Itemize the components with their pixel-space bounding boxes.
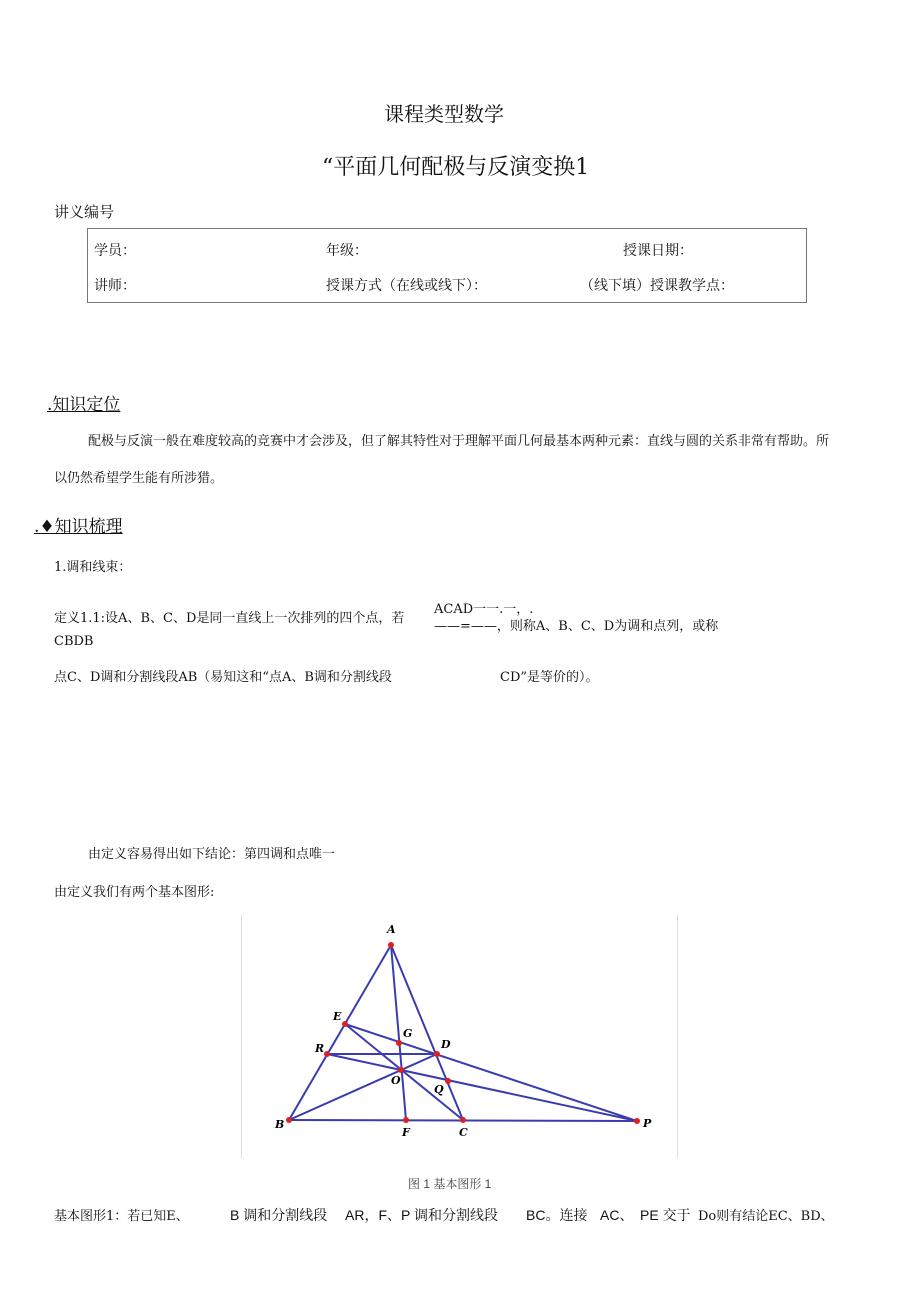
point-label-g: G: [403, 1027, 413, 1040]
section-heading: .♦知识梳理: [34, 517, 123, 537]
point-label-c: C: [459, 1126, 468, 1139]
point-label-p: P: [643, 1117, 652, 1130]
basic-figure-text: Do则有结论EC、BD、: [698, 1209, 834, 1224]
segment-ac: [391, 945, 463, 1120]
grade-field: 年级：: [326, 243, 368, 259]
point-e: [342, 1021, 348, 1027]
definition-text: CD”是等价的）。: [500, 670, 599, 685]
point-c: [460, 1117, 466, 1123]
figure-caption: 图 1 基本图形 1: [408, 1177, 492, 1191]
segment-ab: [289, 945, 391, 1120]
point-label-a: A: [387, 923, 396, 936]
point-label-f: F: [402, 1126, 410, 1139]
segment-bd: [289, 1054, 437, 1120]
basic-figure-text: 基本图形1：若已知E、: [54, 1209, 189, 1224]
basic-figure-text: B 调和分割线段: [230, 1207, 328, 1223]
figures-intro: 由定义我们有两个基本图形:: [54, 885, 215, 900]
point-label-d: D: [441, 1038, 451, 1051]
segment-ep: [345, 1024, 637, 1121]
student-field: 学员：: [94, 243, 136, 259]
teacher-field: 讲师：: [94, 278, 136, 294]
section-heading: .知识定位: [47, 395, 121, 415]
conclusion-text: 由定义容易得出如下结论：第四调和点唯一: [88, 847, 336, 862]
paragraph: 配极与反演一般在难度较高的竞赛中才会涉及，但了解其特性对于理解平面几何最基本两种元素：直线与圆的关系非常有帮助。所: [88, 434, 830, 449]
mode-field: 授课方式（在线或线下）：: [326, 278, 487, 294]
handout-number-label: 讲义编号: [54, 203, 115, 221]
point-label-b: B: [275, 1118, 285, 1131]
point-b: [286, 1117, 292, 1123]
definition-text: 点C、D调和分割线段AB（易知这和“点A、B调和分割线段: [54, 670, 392, 685]
basic-figure-text: AC、: [600, 1207, 634, 1223]
segment-rp: [327, 1054, 637, 1121]
course-title: 课程类型数学: [384, 102, 504, 126]
basic-figure-text: AR，F、P 调和分割线段: [345, 1207, 498, 1223]
point-q: [445, 1078, 451, 1084]
point-label-o: O: [391, 1074, 401, 1087]
point-label-r: R: [315, 1042, 325, 1055]
point-g: [396, 1040, 402, 1046]
fraction-numerator: ACAD一一.一，.: [434, 602, 534, 617]
lesson-title: “平面几何配极与反演变换1: [322, 155, 590, 180]
place-field: （线下填）授课教学点：: [580, 278, 734, 294]
basic-figure-text: BC。连接: [526, 1207, 588, 1223]
basic-figure-text: PE 交于: [640, 1207, 691, 1223]
point-p: [634, 1118, 640, 1124]
point-d: [434, 1051, 440, 1057]
point-label-e: E: [333, 1010, 342, 1023]
point-a: [388, 942, 394, 948]
point-label-q: Q: [434, 1083, 444, 1096]
geometry-diagram: [242, 915, 677, 1158]
definition-text: 定义1.1:设A、B、C、D是同一直线上一次排列的四个点，若: [54, 611, 405, 626]
date-field: 授课日期：: [623, 243, 693, 259]
point-o: [398, 1067, 404, 1073]
fraction-line: ——=——，则称A、B、C、D为调和点列，或称: [434, 619, 719, 634]
paragraph: 以仍然希望学生能有所涉猎。: [54, 471, 224, 486]
point-f: [403, 1117, 409, 1123]
list-item: 1.调和线束：: [54, 560, 132, 575]
fraction-denominator: CBDB: [54, 634, 94, 649]
info-table: [87, 228, 807, 303]
point-r: [324, 1051, 330, 1057]
figure-1: [241, 915, 678, 1158]
